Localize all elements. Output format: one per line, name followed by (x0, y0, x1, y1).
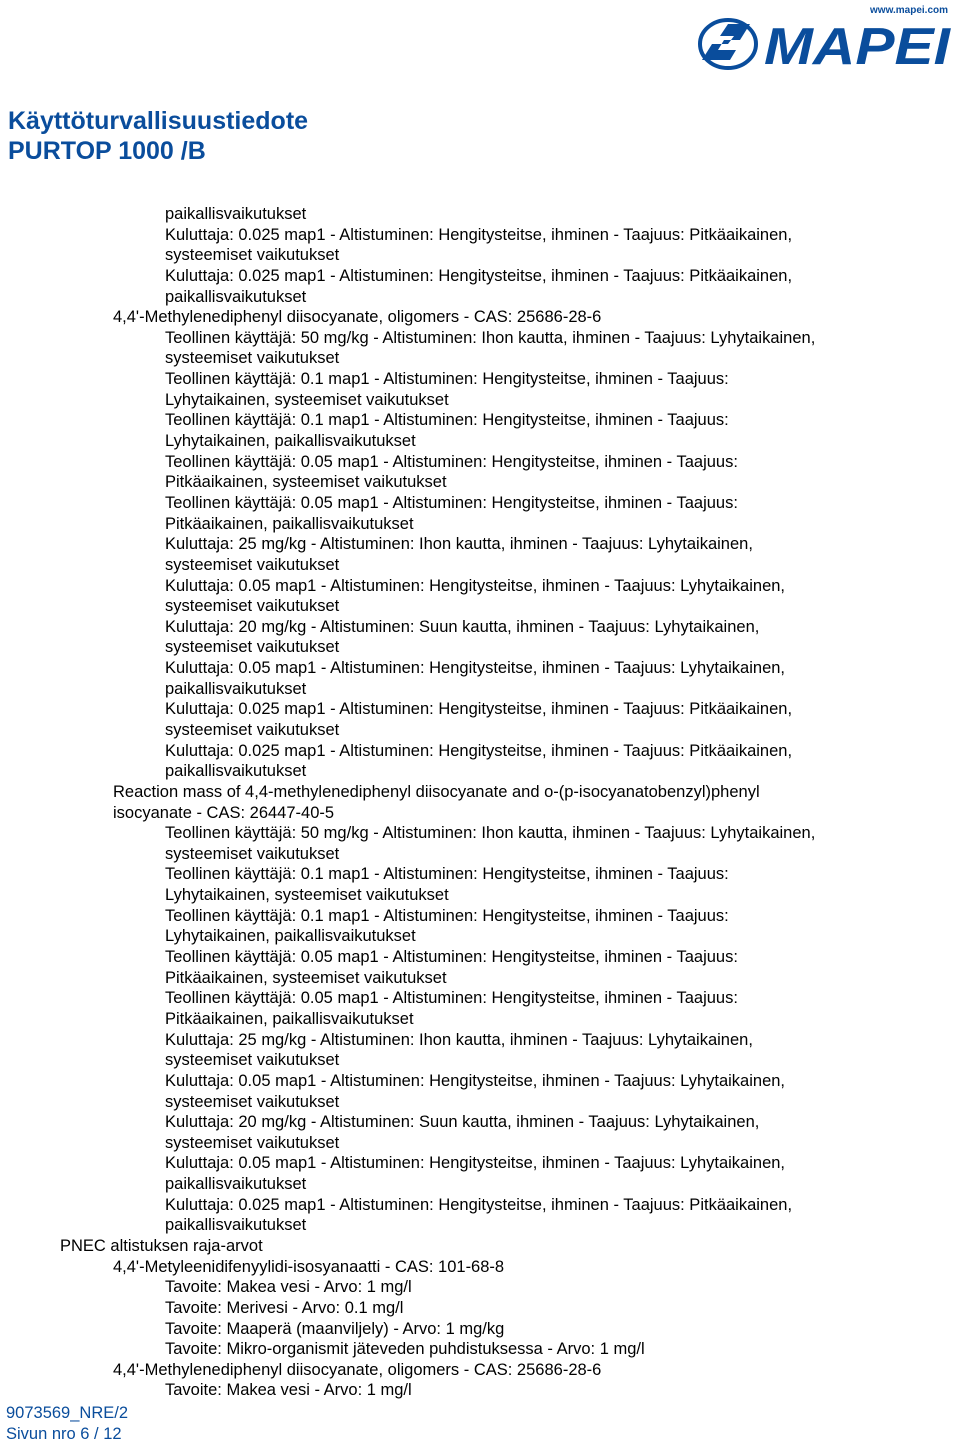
text-line: Kuluttaja: 20 mg/kg - Altistuminen: Suun kautta, ihminen - Taajuus: Lyhytaikainen, (165, 1113, 760, 1132)
text-line: Kuluttaja: 0.05 map1 - Altistuminen: Hengitysteitse, ihminen - Taajuus: Lyhytaikainen, (165, 659, 786, 678)
text-line: systeemiset vaikutukset (165, 721, 340, 739)
text-line: Kuluttaja: 0.05 map1 - Altistuminen: Hengitysteitse, ihminen - Taajuus: Lyhytaikainen, (165, 1071, 786, 1090)
text-line: systeemiset vaikutukset (165, 638, 340, 657)
text-line: systeemiset vaikutukset (165, 597, 340, 616)
text-line: Teollinen käyttäjä: 0.05 map1 - Altistuminen: Hengitysteitse, ihminen - Taajuus: (165, 948, 738, 967)
text-line: paikallisvaikutukset (165, 287, 307, 306)
text-line: systeemiset vaikutukset (165, 1133, 340, 1152)
text-line: Teollinen käyttäjä: 50 mg/kg - Altistuminen: Ihon kautta, ihminen - Taajuus: Lyhytaikainen, (165, 328, 816, 347)
text-line: Kuluttaja: 0.025 map1 - Altistuminen: Hengitysteitse, ihminen - Taajuus: Pitkäaikainen, (165, 225, 793, 244)
text-line: Pitkäaikainen, systeemiset vaikutukset (165, 473, 447, 492)
logo-url: www.mapei.com (870, 5, 948, 16)
text-line: Teollinen käyttäjä: 0.1 map1 - Altistuminen: Hengitysteitse, ihminen - Taajuus: (165, 906, 729, 925)
text-line: Kuluttaja: 25 mg/kg - Altistuminen: Ihon kautta, ihminen - Taajuus: Lyhytaikainen, (165, 1030, 753, 1049)
text-line: isocyanate - CAS: 26447-40-5 (113, 803, 335, 822)
text-line: systeemiset vaikutukset (165, 844, 340, 863)
text-line: Reaction mass of 4,4-methylenediphenyl diisocyanate and o-(p-isocyanatobenzyl)phenyl (113, 782, 760, 801)
text-line: Kuluttaja: 0.025 map1 - Altistuminen: Hengitysteitse, ihminen - Taajuus: Pitkäaikainen, (165, 266, 793, 285)
text-line: systeemiset vaikutukset (165, 555, 340, 574)
text-line: Teollinen käyttäjä: 50 mg/kg - Altistuminen: Ihon kautta, ihminen - Taajuus: Lyhytaikainen, (165, 824, 816, 843)
text-line: paikallisvaikutukset (165, 1175, 307, 1194)
text-line: Kuluttaja: 20 mg/kg - Altistuminen: Suun kautta, ihminen - Taajuus: Lyhytaikainen, (165, 617, 760, 636)
text-line: Teollinen käyttäjä: 0.05 map1 - Altistuminen: Hengitysteitse, ihminen - Taajuus: (165, 493, 738, 512)
text-line: Kuluttaja: 0.05 map1 - Altistuminen: Hengitysteitse, ihminen - Taajuus: Lyhytaikainen, (165, 576, 786, 595)
text-line: systeemiset vaikutukset (165, 1092, 340, 1111)
text-line: Tavoite: Merivesi - Arvo: 0.1 mg/l (165, 1298, 404, 1317)
text-line: systeemiset vaikutukset (165, 246, 340, 265)
document-title: Käyttöturvallisuustiedote (8, 107, 309, 135)
text-line: paikallisvaikutukset (165, 1216, 307, 1235)
mapei-logo-graphic (698, 14, 956, 74)
text-line: 4,4'-Methylenediphenyl diisocyanate, oligomers - CAS: 25686-28-6 (113, 1360, 602, 1379)
text-line: systeemiset vaikutukset (165, 1051, 340, 1070)
text-line: 4,4'-Metyleenidifenyylidi-isosyanaatti - CAS: 101-68-8 (113, 1257, 505, 1276)
text-line: Tavoite: Makea vesi - Arvo: 1 mg/l (165, 1381, 412, 1400)
text-line: paikallisvaikutukset (165, 762, 307, 781)
text-line: Kuluttaja: 0.025 map1 - Altistuminen: Hengitysteitse, ihminen - Taajuus: Pitkäaikainen, (165, 700, 793, 719)
mapei-logo (698, 2, 960, 76)
text-line: Tavoite: Makea vesi - Arvo: 1 mg/l (165, 1278, 412, 1297)
text-line: Teollinen käyttäjä: 0.05 map1 - Altistuminen: Hengitysteitse, ihminen - Taajuus: (165, 452, 738, 471)
logo-wordmark: MAPEI (764, 18, 952, 74)
footer-document-code: 9073569_NRE/2 (6, 1404, 129, 1422)
text-line: Pitkäaikainen, paikallisvaikutukset (165, 514, 414, 533)
text-line: Kuluttaja: 0.025 map1 - Altistuminen: Hengitysteitse, ihminen - Taajuus: Pitkäaikainen, (165, 1195, 793, 1214)
text-line: systeemiset vaikutukset (165, 349, 340, 368)
text-line: Lyhytaikainen, systeemiset vaikutukset (165, 390, 449, 409)
text-line: PNEC altistuksen raja-arvot (60, 1237, 263, 1255)
text-line: Kuluttaja: 0.05 map1 - Altistuminen: Hengitysteitse, ihminen - Taajuus: Lyhytaikainen, (165, 1154, 786, 1173)
text-line: Tavoite: Maaperä (maanviljely) - Arvo: 1 mg/kg (165, 1319, 505, 1338)
product-name: PURTOP 1000 /B (8, 137, 206, 165)
text-line: Pitkäaikainen, paikallisvaikutukset (165, 1009, 414, 1028)
text-line: Teollinen käyttäjä: 0.1 map1 - Altistuminen: Hengitysteitse, ihminen - Taajuus: (165, 370, 729, 389)
text-line: Kuluttaja: 25 mg/kg - Altistuminen: Ihon kautta, ihminen - Taajuus: Lyhytaikainen, (165, 535, 753, 554)
text-line: Teollinen käyttäjä: 0.05 map1 - Altistuminen: Hengitysteitse, ihminen - Taajuus: (165, 989, 738, 1008)
text-line: paikallisvaikutukset (165, 679, 307, 698)
text-line: Teollinen käyttäjä: 0.1 map1 - Altistuminen: Hengitysteitse, ihminen - Taajuus: (165, 411, 729, 430)
text-line: Lyhytaikainen, paikallisvaikutukset (165, 432, 416, 451)
text-line: 4,4'-Methylenediphenyl diisocyanate, oligomers - CAS: 25686-28-6 (113, 308, 602, 327)
text-line: Kuluttaja: 0.025 map1 - Altistuminen: Hengitysteitse, ihminen - Taajuus: Pitkäaikainen, (165, 741, 793, 760)
text-line: Teollinen käyttäjä: 0.1 map1 - Altistuminen: Hengitysteitse, ihminen - Taajuus: (165, 865, 729, 884)
text-line: Tavoite: Mikro-organismit jäteveden puhdistuksessa - Arvo: 1 mg/l (165, 1340, 645, 1359)
text-line: Pitkäaikainen, systeemiset vaikutukset (165, 968, 447, 987)
text-line: Lyhytaikainen, systeemiset vaikutukset (165, 886, 449, 905)
footer-page-number: Sivun nro 6 / 12 (6, 1425, 122, 1443)
text-line: Lyhytaikainen, paikallisvaikutukset (165, 927, 416, 946)
text-line: paikallisvaikutukset (165, 205, 307, 223)
